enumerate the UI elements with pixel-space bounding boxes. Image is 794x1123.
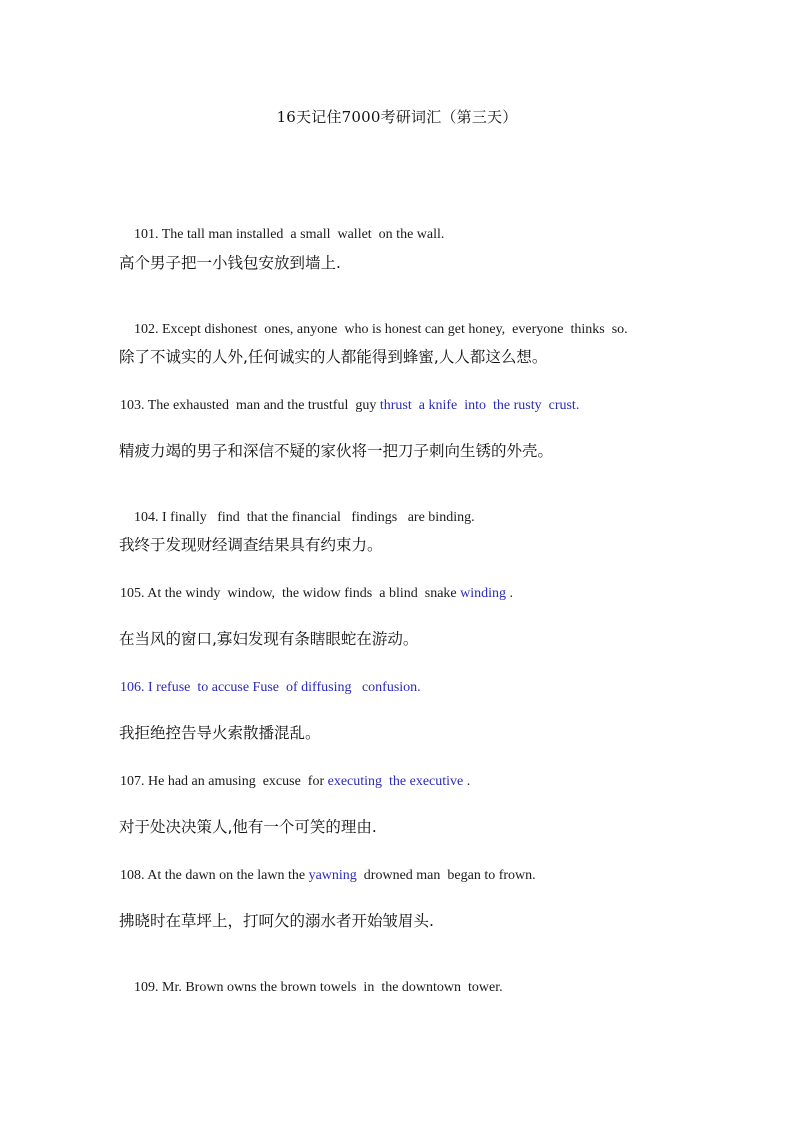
- highlighted-text: 106. I refuse to accuse Fuse of diffusing confusion.: [120, 680, 421, 695]
- highlighted-text: yawning: [308, 868, 361, 883]
- entry-104-chinese: 我终于发现财经调查结果具有约束力。: [119, 536, 383, 554]
- english-text: drowned man began to frown.: [360, 868, 536, 883]
- entry-106-chinese: 我拒绝控告导火索散播混乱。: [119, 724, 321, 742]
- highlighted-text: executing the executive: [327, 774, 467, 789]
- entry-107-english: [120, 773, 740, 791]
- entry-102-chinese: 除了不诚实的人外,任何诚实的人都能得到蜂蜜,人人都这么想。: [119, 348, 548, 366]
- entry-109-english: [120, 961, 740, 1015]
- entry-101-chinese: 高个男子把一小钱包安放到墙上.: [119, 254, 341, 272]
- english-text: 101. The tall man installed a small wallet on the wall.: [134, 227, 445, 242]
- english-text: .: [466, 774, 471, 789]
- english-text: 102. Except dishonest ones, anyone who is honest can get honey, everyone thinks so.: [134, 322, 628, 337]
- english-text: 105. At the windy window, the widow finds a blind snake: [120, 586, 461, 601]
- entry-105-english: [120, 585, 740, 603]
- highlighted-text: thrust a knife into the rusty crust.: [379, 398, 580, 413]
- highlighted-text: winding: [460, 586, 510, 601]
- document-title: 16天记住7000考研词汇（第三天）: [276, 108, 518, 126]
- english-text: 104. I finally find that the financial findings are binding.: [134, 510, 475, 525]
- entry-108-chinese: 拂晓时在草坪上，打呵欠的溺水者开始皱眉头.: [119, 912, 434, 930]
- entry-103-chinese: 精疲力竭的男子和深信不疑的家伙将一把刀子刺向生锈的外壳。: [119, 442, 554, 460]
- entry-108-english: [120, 867, 740, 885]
- entry-106-english: [120, 679, 740, 697]
- english-text: 103. The exhausted man and the trustful guy: [120, 398, 380, 413]
- entry-105-chinese: 在当风的窗口,寡妇发现有条瞎眼蛇在游动。: [119, 630, 419, 648]
- english-text: 109. Mr. Brown owns the brown towels in the downtown tower.: [134, 980, 503, 995]
- entry-107-chinese: 对于处决决策人,他有一个可笑的理由.: [119, 818, 377, 836]
- english-text: 108. At the dawn on the lawn the: [120, 868, 309, 883]
- entry-103-english: [120, 397, 740, 415]
- english-text: .: [509, 586, 514, 601]
- english-text: 107. He had an amusing excuse for: [120, 774, 328, 789]
